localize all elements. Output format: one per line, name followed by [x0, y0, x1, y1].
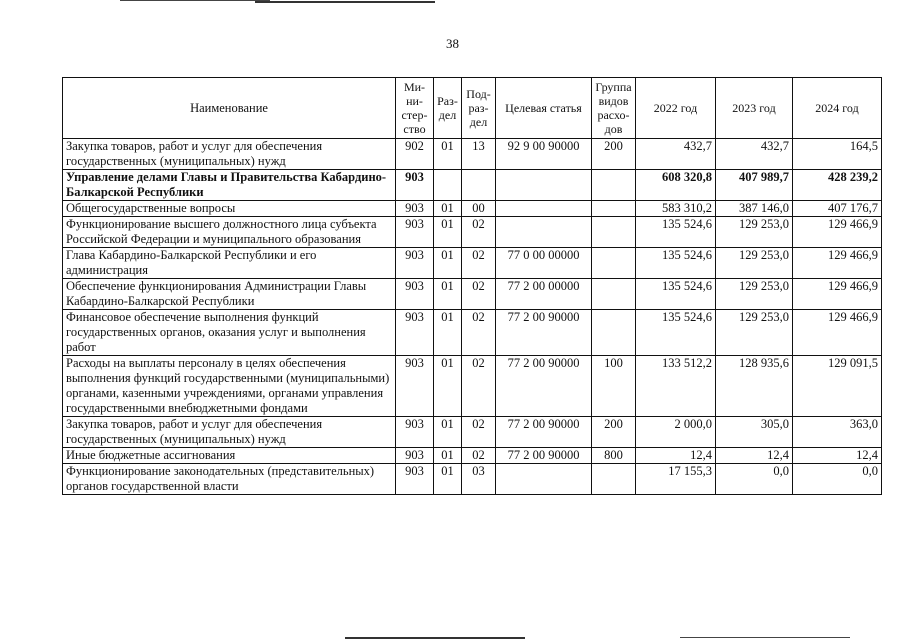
col-header-target: Целевая статья — [496, 78, 592, 139]
row-value-2023: 129 253,0 — [716, 248, 793, 279]
row-target — [496, 464, 592, 495]
table-row — [63, 248, 882, 279]
row-value-2023: 129 253,0 — [716, 310, 793, 356]
table-row — [63, 417, 882, 448]
row-ministry: 902 — [396, 139, 434, 170]
row-value-2022: 12,4 — [636, 448, 716, 464]
row-section: 01 — [434, 448, 462, 464]
scan-artifact-bottom — [345, 637, 525, 639]
row-ministry: 903 — [396, 201, 434, 217]
row-group: 800 — [592, 448, 636, 464]
row-ministry: 903 — [396, 170, 434, 201]
row-value-2023: 129 253,0 — [716, 279, 793, 310]
row-target — [496, 217, 592, 248]
row-ministry: 903 — [396, 464, 434, 495]
row-value-2023: 407 989,7 — [716, 170, 793, 201]
row-ministry: 903 — [396, 310, 434, 356]
row-group — [592, 201, 636, 217]
row-ministry: 903 — [396, 448, 434, 464]
col-header-subsection: Под-раз-дел — [462, 78, 496, 139]
row-value-2024: 0,0 — [793, 464, 882, 495]
row-group: 200 — [592, 417, 636, 448]
row-value-2024: 164,5 — [793, 139, 882, 170]
row-name: Функционирование законодательных (представительных) органов государственной власти — [63, 464, 396, 495]
table-row — [63, 356, 882, 417]
row-value-2022: 608 320,8 — [636, 170, 716, 201]
row-value-2022: 133 512,2 — [636, 356, 716, 417]
scan-artifact-top — [255, 1, 435, 3]
row-value-2022: 135 524,6 — [636, 248, 716, 279]
row-group: 100 — [592, 356, 636, 417]
col-header-2023: 2023 год — [716, 78, 793, 139]
row-subsection: 02 — [462, 217, 496, 248]
row-group — [592, 279, 636, 310]
row-target — [496, 201, 592, 217]
row-value-2024: 363,0 — [793, 417, 882, 448]
row-ministry: 903 — [396, 417, 434, 448]
table-row — [63, 464, 882, 495]
table-row — [63, 448, 882, 464]
row-group — [592, 310, 636, 356]
row-name: Закупка товаров, работ и услуг для обеспечения государственных (муниципальных) нужд — [63, 139, 396, 170]
col-header-name: Наименование — [63, 78, 396, 139]
row-name: Функционирование высшего должностного лица субъекта Российской Федерации и муниципального образования — [63, 217, 396, 248]
row-value-2024: 428 239,2 — [793, 170, 882, 201]
row-value-2022: 135 524,6 — [636, 310, 716, 356]
row-group — [592, 248, 636, 279]
row-section: 01 — [434, 279, 462, 310]
row-value-2022: 583 310,2 — [636, 201, 716, 217]
table-header-row — [63, 78, 882, 139]
row-name: Финансовое обеспечение выполнения функций государственных органов, оказания услуг и выполнения работ — [63, 310, 396, 356]
row-section: 01 — [434, 310, 462, 356]
page-number: 38 — [446, 36, 459, 51]
row-value-2023: 0,0 — [716, 464, 793, 495]
col-header-2022: 2022 год — [636, 78, 716, 139]
row-target: 77 2 00 90000 — [496, 356, 592, 417]
row-value-2022: 17 155,3 — [636, 464, 716, 495]
scan-artifact-bottom — [680, 637, 850, 638]
row-subsection: 02 — [462, 417, 496, 448]
row-value-2023: 387 146,0 — [716, 201, 793, 217]
row-value-2022: 135 524,6 — [636, 279, 716, 310]
row-name: Расходы на выплаты персоналу в целях обеспечения выполнения функций государственными (муниципальными) органами, казенными учреждениями, органами управления государственными внебюджетными фондами — [63, 356, 396, 417]
row-value-2024: 129 466,9 — [793, 217, 882, 248]
row-value-2024: 129 466,9 — [793, 279, 882, 310]
row-ministry: 903 — [396, 356, 434, 417]
row-name: Закупка товаров, работ и услуг для обеспечения государственных (муниципальных) нужд — [63, 417, 396, 448]
row-target: 77 2 00 90000 — [496, 310, 592, 356]
row-value-2023: 305,0 — [716, 417, 793, 448]
row-subsection: 02 — [462, 279, 496, 310]
table-row — [63, 170, 882, 201]
row-value-2023: 128 935,6 — [716, 356, 793, 417]
row-subsection — [462, 170, 496, 201]
row-target: 77 2 00 90000 — [496, 448, 592, 464]
row-section: 01 — [434, 356, 462, 417]
row-value-2023: 432,7 — [716, 139, 793, 170]
row-group — [592, 217, 636, 248]
col-header-2024: 2024 год — [793, 78, 882, 139]
row-subsection: 00 — [462, 201, 496, 217]
row-name: Обеспечение функционирования Администрации Главы Кабардино-Балкарской Республики — [63, 279, 396, 310]
row-value-2022: 2 000,0 — [636, 417, 716, 448]
row-group — [592, 464, 636, 495]
budget-table — [62, 77, 882, 495]
row-ministry: 903 — [396, 217, 434, 248]
row-value-2024: 129 466,9 — [793, 310, 882, 356]
table-row — [63, 310, 882, 356]
row-value-2022: 432,7 — [636, 139, 716, 170]
row-section: 01 — [434, 217, 462, 248]
col-header-ministry: Ми-ни-стер-ство — [396, 78, 434, 139]
row-section: 01 — [434, 417, 462, 448]
row-section: 01 — [434, 139, 462, 170]
row-name: Глава Кабардино-Балкарской Республики и его администрация — [63, 248, 396, 279]
row-ministry: 903 — [396, 248, 434, 279]
row-group — [592, 170, 636, 201]
row-target: 77 2 00 90000 — [496, 417, 592, 448]
row-value-2023: 12,4 — [716, 448, 793, 464]
col-header-section: Раз-дел — [434, 78, 462, 139]
row-value-2024: 129 091,5 — [793, 356, 882, 417]
row-subsection: 02 — [462, 248, 496, 279]
col-header-group: Группа видов расхо-дов — [592, 78, 636, 139]
row-section: 01 — [434, 248, 462, 279]
table-row — [63, 139, 882, 170]
table-row — [63, 217, 882, 248]
row-target — [496, 170, 592, 201]
row-subsection: 02 — [462, 448, 496, 464]
table-row — [63, 201, 882, 217]
row-subsection: 02 — [462, 356, 496, 417]
row-value-2023: 129 253,0 — [716, 217, 793, 248]
row-value-2024: 407 176,7 — [793, 201, 882, 217]
row-target: 77 2 00 00000 — [496, 279, 592, 310]
row-target: 92 9 00 90000 — [496, 139, 592, 170]
scan-artifact-top — [120, 0, 270, 1]
row-subsection: 13 — [462, 139, 496, 170]
row-value-2024: 129 466,9 — [793, 248, 882, 279]
row-name: Общегосударственные вопросы — [63, 201, 396, 217]
row-ministry: 903 — [396, 279, 434, 310]
row-target: 77 0 00 00000 — [496, 248, 592, 279]
row-section: 01 — [434, 464, 462, 495]
row-section: 01 — [434, 201, 462, 217]
row-subsection: 02 — [462, 310, 496, 356]
row-value-2024: 12,4 — [793, 448, 882, 464]
row-value-2022: 135 524,6 — [636, 217, 716, 248]
row-name: Управление делами Главы и Правительства Кабардино-Балкарской Республики — [63, 170, 396, 201]
row-section — [434, 170, 462, 201]
row-name: Иные бюджетные ассигнования — [63, 448, 396, 464]
row-subsection: 03 — [462, 464, 496, 495]
row-group: 200 — [592, 139, 636, 170]
table-row — [63, 279, 882, 310]
